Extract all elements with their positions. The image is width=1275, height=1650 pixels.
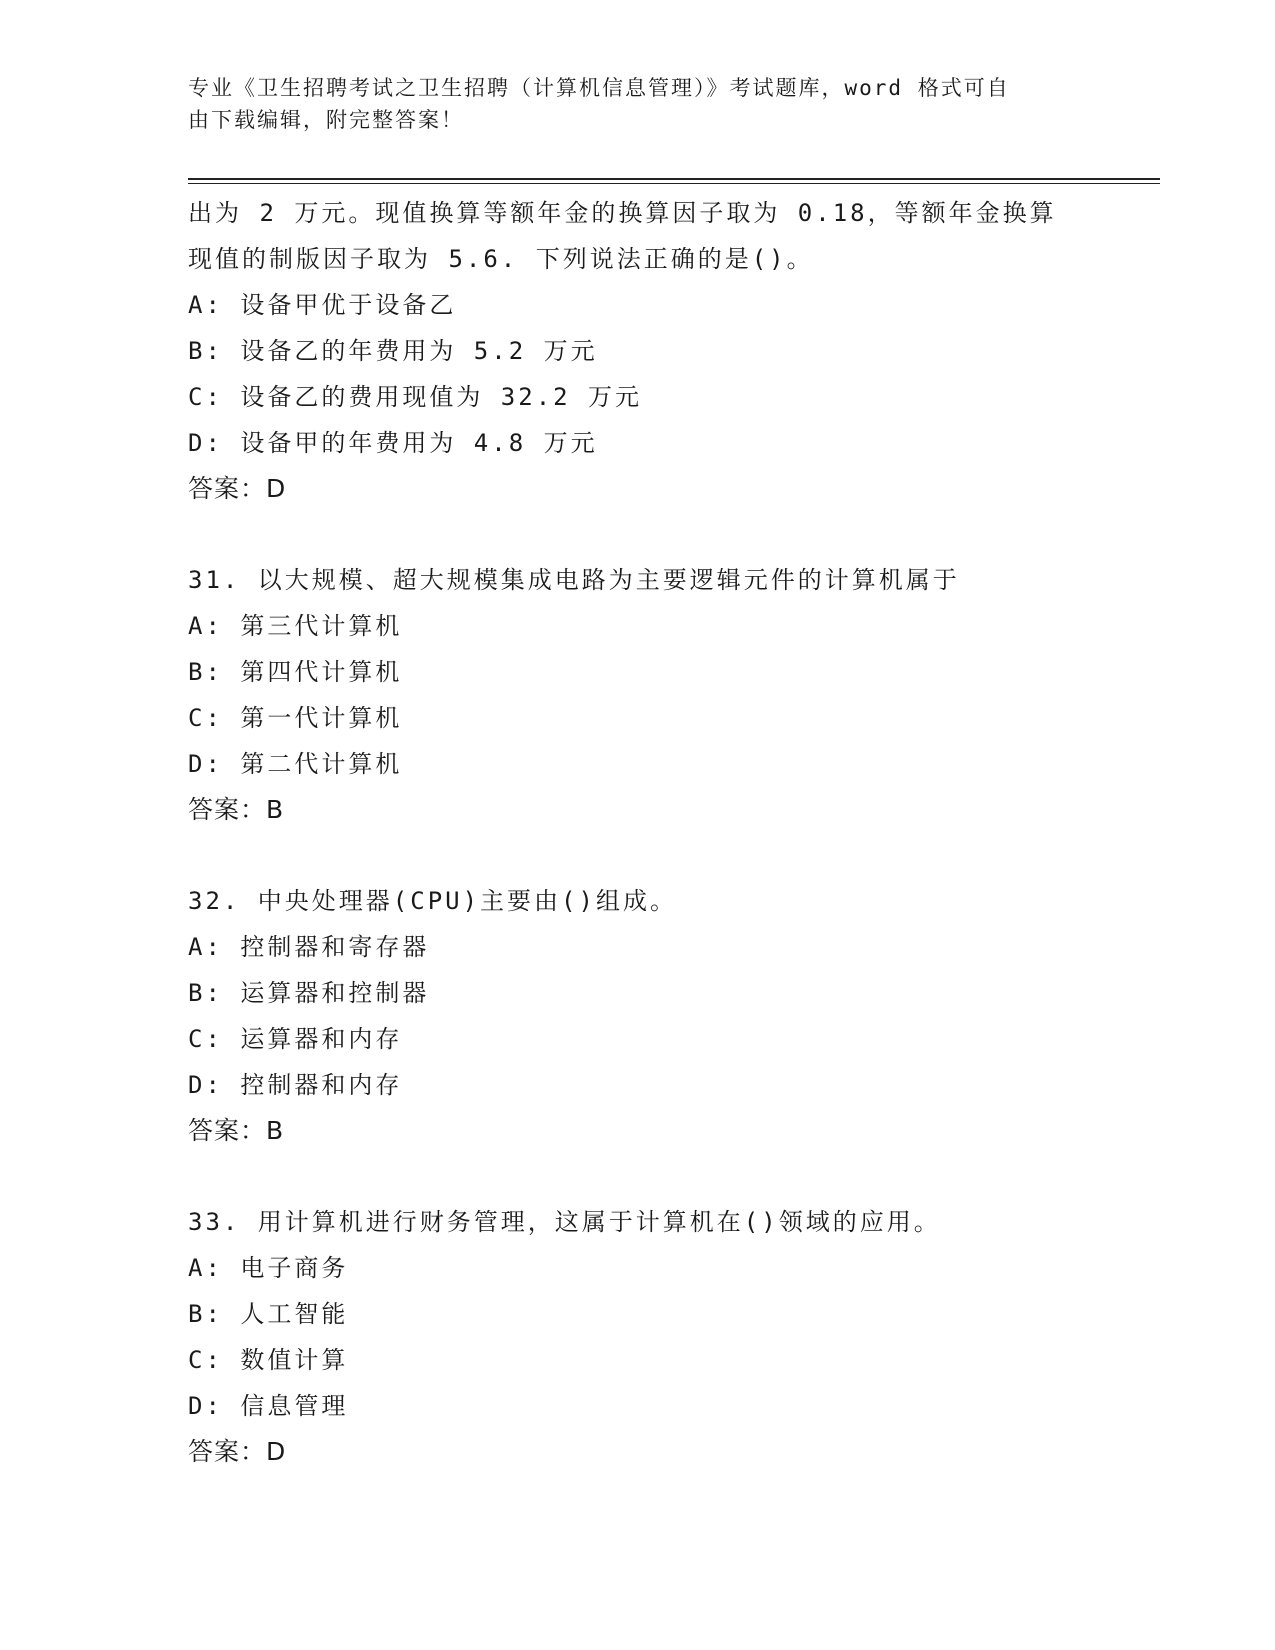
header-divider-thin (188, 183, 1160, 184)
option-b: B: 运算器和控制器 (188, 979, 430, 1007)
option-b: B: 设备乙的年费用为 5.2 万元 (188, 337, 598, 365)
option-c: C: 第一代计算机 (188, 704, 403, 732)
option-d: D: 第二代计算机 (188, 750, 403, 778)
option-c: C: 运算器和内存 (188, 1025, 403, 1053)
spacer (188, 512, 1148, 557)
option-b: B: 人工智能 (188, 1300, 349, 1328)
option-a: A: 电子商务 (188, 1254, 349, 1282)
option-b: B: 第四代计算机 (188, 658, 403, 686)
question-30-continuation (188, 190, 1148, 512)
option-d: D: 信息管理 (188, 1392, 349, 1420)
option-d: D: 设备甲的年费用为 4.8 万元 (188, 429, 598, 457)
option-c: C: 数值计算 (188, 1346, 349, 1374)
spacer (188, 1154, 1148, 1199)
answer-line: 答案：D (188, 1437, 287, 1466)
option-a: A: 设备甲优于设备乙 (188, 291, 457, 319)
question-32 (188, 878, 1148, 1154)
answer-line: 答案：B (188, 795, 285, 824)
option-a: A: 控制器和寄存器 (188, 933, 430, 961)
question-text-line: 现值的制版因子取为 5.6. 下列说法正确的是()。 (188, 245, 814, 273)
question-stem: 31. 以大规模、超大规模集成电路为主要逻辑元件的计算机属于 (188, 566, 960, 594)
option-d: D: 控制器和内存 (188, 1071, 403, 1099)
spacer (188, 833, 1148, 878)
option-a: A: 第三代计算机 (188, 612, 403, 640)
question-text-line: 出为 2 万元。现值换算等额年金的换算因子取为 0.18，等额年金换算 (188, 199, 1057, 227)
answer-line: 答案：D (188, 474, 287, 503)
header-line-2: 由下载编辑，附完整答案！ (188, 108, 464, 132)
question-stem: 32. 中央处理器(CPU)主要由()组成。 (188, 887, 677, 915)
option-c: C: 设备乙的费用现值为 32.2 万元 (188, 383, 643, 411)
answer-line: 答案：B (188, 1116, 285, 1145)
question-31 (188, 557, 1148, 833)
document-header (188, 72, 1068, 136)
question-list (188, 190, 1148, 1475)
header-divider-thick (188, 178, 1160, 180)
question-stem: 33. 用计算机进行财务管理，这属于计算机在()领域的应用。 (188, 1208, 941, 1236)
question-33 (188, 1199, 1148, 1475)
header-line-1: 专业《卫生招聘考试之卫生招聘（计算机信息管理）》考试题库，word 格式可自 (188, 76, 1010, 100)
